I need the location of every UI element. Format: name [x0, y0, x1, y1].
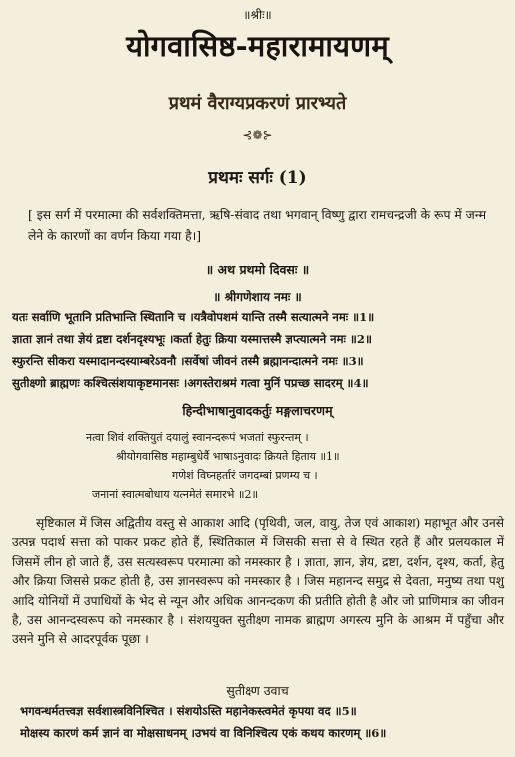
mangala-line: जनानां स्वात्मबोधाय यत्नमेतं समारभे ॥2॥ — [92, 488, 259, 501]
verse-line: ज्ञाता ज्ञानं तथा ज्ञेयं द्रष्टा दर्शनदृश्यभूः ।कर्ता हेतुः क्रिया यस्मात्तस्मै ज्ञप्त्यात्मने नमः ॥2॥ — [12, 332, 372, 346]
speaker-heading: सुतीक्ष्ण उवाच — [226, 683, 289, 698]
verse-line: मोक्षस्य कारणं कर्म ज्ञानं वा मोक्षसाधनम् ।उभयं वा विनिश्चित्य एकं कथय कारणम् ॥6॥ — [20, 726, 387, 740]
invocation: ॥श्रीः॥ — [243, 8, 272, 22]
hindi-translation-paragraph: सृष्टिकाल में जिस अद्वितीय वस्तु से आकाश आदि (पृथिवी, जल, वायु, तेज एवं आकाश) महाभूत और उनसे उत्पन्न पदार्थ सत्ता को पाकर प्रकट होते हैं, स्थितिकाल में जिसकी सत्ता से वे स्थित रहते हैं और प्रलयकाल में जिसमें लीन हो जाते हैं, उस सत्यस्वरूप परमात्मा को नमस्कार है । ज्ञाता, ज्ञान, ज्ञेय, द्रष्टा, दर्शन, दृश्य, कर्ता, हेतु और क्रिया जिससे प्रकट होती है, उस ज्ञानस्वरूप को नमस्कार है । जिस महानन्द समुद्र से देवता, मनुष्य तथा पशु आदि योनियों में उपाधियों के भेद से न्यून और अधिक आनन्दकण की प्रतीति होती है और जो प्राणिमात्र का जीवन है, उस आनन्दस्वरूप को नमस्कार है । संशययुक्त सुतीक्ष्ण नामक ब्राह्मण अगस्त्य मुनि के आश्रम में पहुँचा और उसने मुनि से आदरपूर्वक पूछा । — [12, 516, 504, 647]
mangalacharan-verses — [86, 428, 446, 504]
sanskrit-verses-continued — [20, 700, 508, 744]
verse-line: सुतीक्ष्णो ब्राह्मणः कश्चित्संशयाकृष्टमानसः ।अगस्तेराश्रमं गत्वा मुनिं पप्रच्छ सादरम् ॥4॥ — [12, 376, 369, 390]
mangala-line: श्रीयोगवासिष्ठ महाम्बुधेर्वै भाषाऽनुवादः क्रियते हिताय ॥1॥ — [116, 450, 340, 463]
chapter-subtitle: प्रथमं वैराग्यप्रकरणं प्रारभ्यते — [168, 93, 347, 114]
day-heading: ॥ अथ प्रथमो दिवसः ॥ — [205, 262, 310, 277]
sanskrit-verses — [12, 306, 510, 394]
verse-line: यतः सर्वाणि भूतानि प्रतिभान्ति स्थितानि च ।यत्रैवोपशमं यान्ति तस्मै सत्यात्मने नमः ॥1॥ — [12, 310, 375, 324]
mangala-line: नत्वा शिवं शक्तियुतं दयालुं स्वानन्दरूपं भजतां स्फुरन्तम् । — [86, 431, 309, 444]
sarga-heading: प्रथमः सर्गः (1) — [208, 168, 307, 188]
shri-ganesha-heading: ॥ श्रीगणेशाय नमः ॥ — [213, 290, 302, 304]
ornament-divider: ⊰❁⊱ — [242, 128, 273, 142]
mangala-line: गणेशं विघ्नहर्तारं जगदम्बां प्रणम्य च । — [172, 469, 318, 482]
verse-line: स्फुरन्ति सीकरा यस्मादानन्दस्याम्बरेऽवनौ ।सर्वेषां जीवनं तस्मै ब्रह्मानन्दात्मने नमः ॥3॥ — [12, 354, 364, 368]
verse-line: भगवन्धर्मतत्त्वज्ञ सर्वशास्त्रविनिश्चित । संशयोऽस्ति महानेकस्त्वमेतं कृपया वद ॥5॥ — [20, 704, 357, 718]
book-title: योगवासिष्ठ-महारामायणम् — [126, 29, 389, 63]
intro-note: [ इस सर्ग में परमात्मा की सर्वशक्तिमत्ता, ऋषि-संवाद तथा भगवान् विष्णु द्वारा रामचन्द्रजी के रूप में जन्म लेने के कारणों का वर्णन किया गया है।] — [28, 208, 487, 243]
translator-invocation-heading: हिन्दीभाषानुवादकर्तुः मङ्गलाचरणम् — [182, 403, 333, 418]
